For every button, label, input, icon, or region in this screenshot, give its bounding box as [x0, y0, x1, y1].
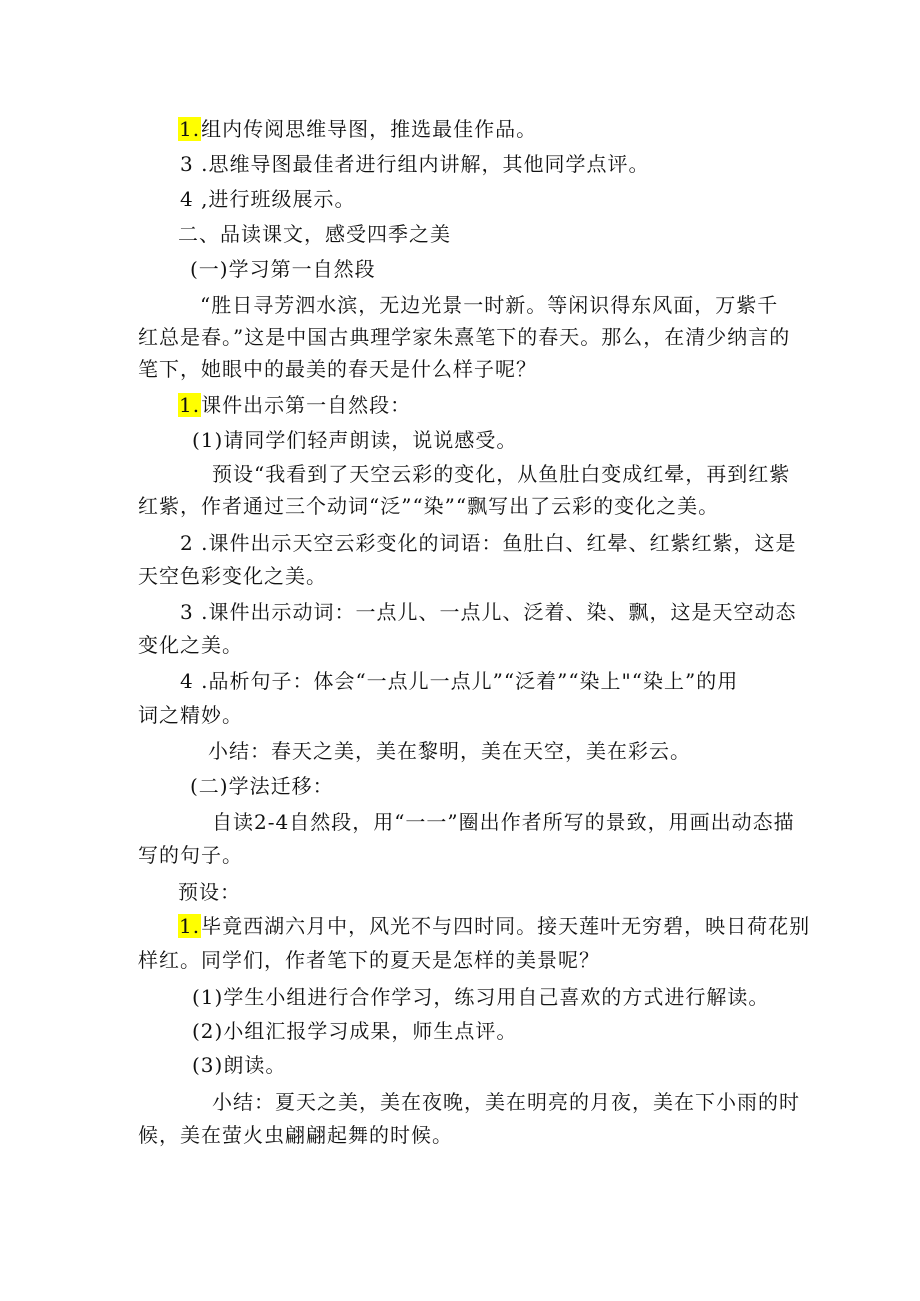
list-item-3b: 3 .课件出示动词：一点儿、一点儿、泛着、染、飘，这是天空动态: [180, 600, 797, 624]
list-item-4: 4 ,进行班级展示。: [180, 187, 356, 211]
list-item-3: 3 .思维导图最佳者进行组内讲解，其他同学点评。: [180, 152, 650, 176]
paragraph-line: 变化之美。: [138, 633, 243, 657]
paragraph-line: 红总是春。”这是中国古典理学家朱熹笔下的春天。那么，在清少纳言的: [138, 325, 791, 349]
section-heading-2: 二、品读课文，感受四季之美: [178, 222, 451, 246]
sub-item-3: (3)朗读。: [192, 1053, 287, 1077]
preset-label: 预设：: [178, 880, 241, 904]
summary-spring: 小结：春天之美，美在黎明，美在天空，美在彩云。: [208, 739, 691, 763]
line-text: 课件出示第一自然段：: [201, 393, 412, 417]
sub-item-2: (2)小组汇报学习成果，师生点评。: [192, 1019, 518, 1043]
line-text: 组内传阅思维导图，推选最佳作品。: [201, 117, 538, 141]
summary-summer: 小结：夏天之美，美在夜晚，美在明亮的月夜，美在下小雨的时: [212, 1090, 800, 1114]
list-item-4b: 4 .品析句子：体会“一点儿一点儿”“泛着”“染上"“染上”的用: [180, 669, 739, 693]
paragraph-line: 笔下，她眼中的最美的春天是什么样子呢？: [138, 357, 537, 381]
highlighted-number: 1.: [179, 914, 201, 938]
sub-item-1b: (1)学生小组进行合作学习，练习用自己喜欢的方式进行解读。: [192, 985, 770, 1009]
highlighted-number: 1.: [179, 117, 201, 141]
list-item-1c: [178, 913, 810, 939]
paragraph-line: 样红。同学们，作者笔下的夏天是怎样的美景呢？: [138, 948, 600, 972]
line-text: 毕竟西湖六月中，风光不与四时同。接天莲叶无穷碧，映日荷花别: [201, 914, 811, 938]
paragraph-line: 红紫，作者通过三个动词“泛”“染”“飘写出了云彩的变化之美。: [138, 494, 720, 518]
paragraph-line: “胜日寻芳泗水滨，无边光景一时新。等闲识得东风面，万紫千: [200, 293, 779, 317]
paragraph-line: 天空色彩变化之美。: [138, 564, 327, 588]
paragraph-line: 词之精妙。: [138, 703, 243, 727]
subsection-heading-1: (一)学习第一自然段: [190, 257, 376, 281]
list-item-2: 2 .课件出示天空云彩变化的词语：鱼肚白、红晕、红紫红紫，这是: [180, 531, 797, 555]
paragraph-line: 候，美在萤火虫翩翩起舞的时候。: [138, 1123, 453, 1147]
sub-item-1: (1)请同学们轻声朗读，说说感受。: [192, 428, 518, 452]
list-item-1: [178, 116, 537, 142]
paragraph-line: 写的句子。: [138, 843, 243, 867]
paragraph-line: 预设“我看到了天空云彩的变化，从鱼肚白变成红晕，再到红紫: [212, 462, 791, 486]
highlighted-number: 1.: [179, 393, 201, 417]
paragraph-line: 自读2-4自然段，用“一一”圈出作者所写的景致，用画出动态描: [212, 810, 795, 834]
list-item-1b: [178, 392, 411, 418]
subsection-heading-2: (二)学法迁移：: [190, 774, 334, 798]
